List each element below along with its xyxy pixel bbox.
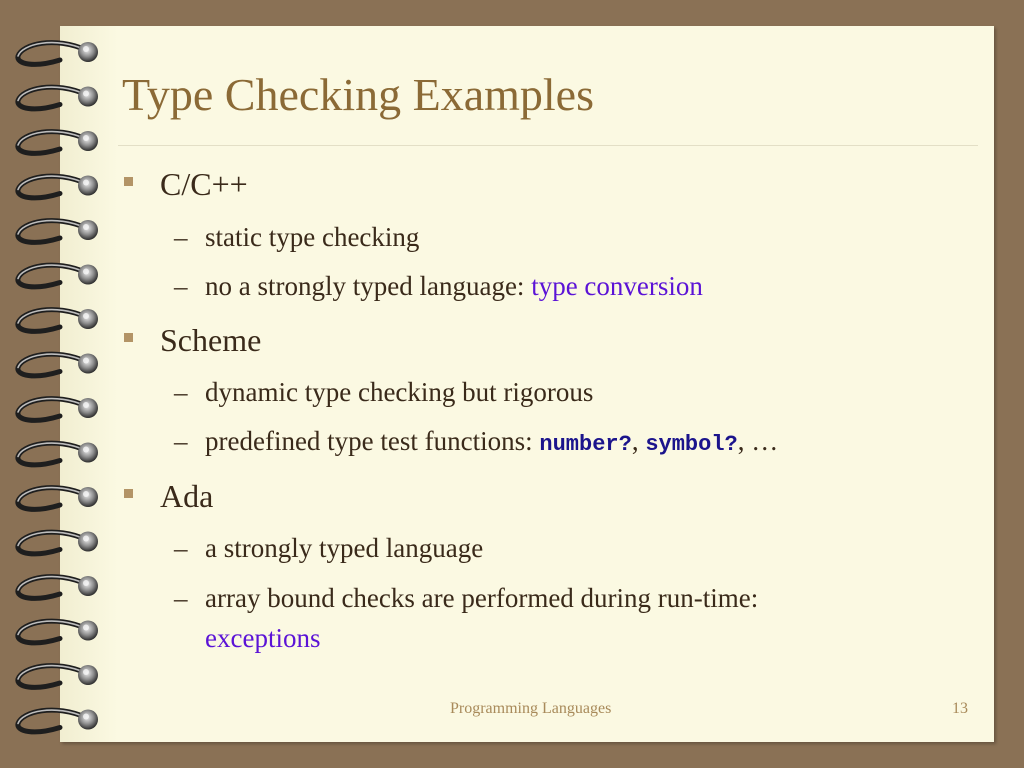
ellipsis-text: , … (737, 426, 779, 456)
dash-mark: – (174, 426, 188, 456)
sub-item-text: static type checking (205, 222, 420, 252)
sub-item-text: predefined type test functions: (205, 426, 540, 456)
slide-title: Type Checking Examples (122, 69, 594, 120)
square-bullet-icon (124, 177, 133, 186)
sub-item (174, 535, 483, 562)
sub-item (174, 585, 758, 612)
sub-item (174, 379, 593, 406)
page-number: 13 (952, 700, 968, 717)
dash-mark: – (174, 533, 188, 563)
code-text: symbol? (645, 432, 738, 457)
highlight-text: exceptions (205, 623, 321, 653)
sub-item-text: a strongly typed language (205, 533, 484, 563)
title-divider (118, 145, 978, 146)
bullet-c-cpp: C/C++ (160, 166, 248, 202)
dash-mark: – (174, 222, 188, 252)
dash-mark: – (174, 583, 188, 613)
dash-mark: – (174, 377, 188, 407)
sub-item (174, 224, 419, 251)
dash-mark: – (174, 271, 188, 301)
sub-item (174, 428, 778, 456)
code-text: number? (539, 432, 632, 457)
highlight-text: type conversion (531, 271, 703, 301)
separator-text: , (631, 426, 646, 456)
spiral-binding-icon (0, 0, 110, 768)
sub-item-text: no a strongly typed language: (205, 271, 532, 301)
sub-item-text: dynamic type checking but rigorous (205, 377, 594, 407)
bullet-ada: Ada (160, 478, 214, 514)
footer-title: Programming Languages (450, 700, 612, 717)
bullet-scheme: Scheme (160, 322, 262, 358)
sub-item (174, 273, 703, 300)
square-bullet-icon (124, 489, 133, 498)
sub-item-text: array bound checks are performed during run-time: (205, 583, 759, 613)
square-bullet-icon (124, 333, 133, 342)
